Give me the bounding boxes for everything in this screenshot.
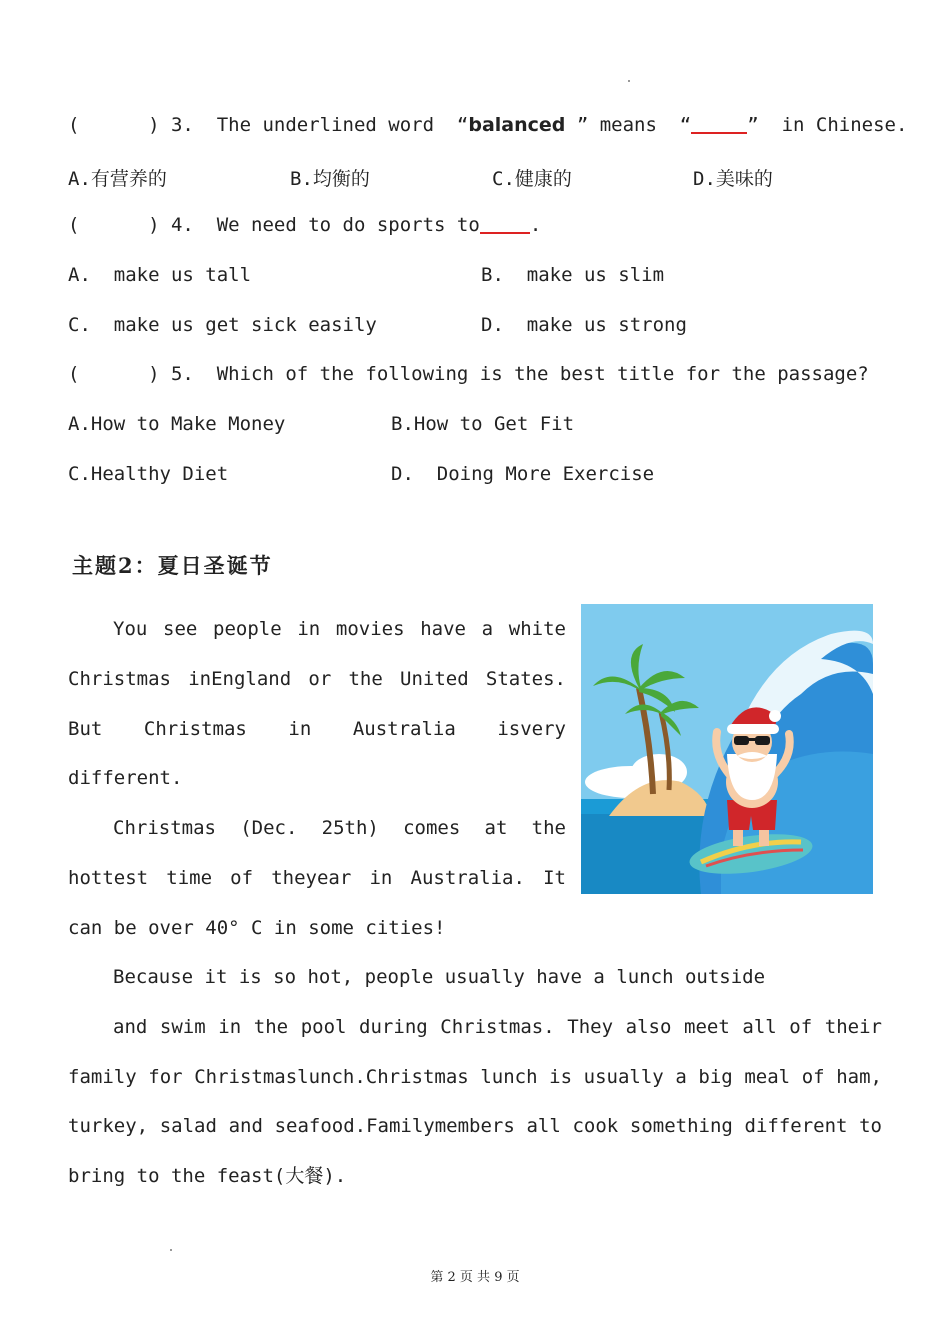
section-heading: 主题2：夏日圣诞节 bbox=[72, 553, 273, 578]
question-4 bbox=[68, 214, 541, 236]
option-4b: B. make us slim bbox=[481, 264, 665, 286]
text-line: Because it is so hot, people usually have a lunch outside bbox=[113, 966, 766, 988]
question-5: ( ) 5. Which of the following is the best title for the passage? bbox=[68, 363, 869, 385]
santa-hat-brim bbox=[727, 724, 779, 734]
scan-dot bbox=[170, 1249, 172, 1251]
text-line: family for Christmaslunch.Christmas lunch is usually a big meal of ham, bbox=[68, 1065, 882, 1088]
answer-blank[interactable] bbox=[691, 114, 747, 134]
text-line: hottest time of theyear in Australia. It bbox=[68, 866, 566, 889]
scan-dot bbox=[628, 80, 630, 82]
sunglasses bbox=[755, 736, 770, 745]
text-line: can be over 40° C in some cities! bbox=[68, 916, 446, 939]
option-5a: A.How to Make Money bbox=[68, 413, 286, 435]
question-4-prefix: ( ) 4. We need to do sports to bbox=[68, 214, 480, 236]
text-line: Christmas (Dec. 25th) comes at the bbox=[113, 817, 566, 839]
question-3-mid: ” means “ bbox=[565, 114, 692, 136]
page-footer: 第 2 页 共 9 页 bbox=[430, 1270, 520, 1285]
text-line: bring to the feast(大餐). bbox=[68, 1165, 347, 1188]
paragraph-3 bbox=[68, 953, 882, 1202]
santa-hat-pompom bbox=[769, 710, 781, 722]
option-3d: D.美味的 bbox=[693, 168, 773, 190]
text-line: Christmas inEngland or the United States. bbox=[68, 667, 566, 690]
answer-blank[interactable] bbox=[480, 214, 530, 234]
text-line: turkey, salad and seafood.Familymembers all cook something different to bbox=[68, 1115, 882, 1138]
option-4c: C. make us get sick easily bbox=[68, 314, 377, 336]
text-line: But Christmas in Australia isvery bbox=[68, 717, 566, 740]
option-5b: B.How to Get Fit bbox=[391, 413, 575, 435]
question-3 bbox=[68, 114, 907, 136]
paragraph-1 bbox=[68, 605, 566, 804]
option-3b: B.均衡的 bbox=[290, 168, 370, 190]
question-3-prefix: ( ) 3. The underlined word “ bbox=[68, 114, 469, 136]
option-5c: C.Healthy Diet bbox=[68, 463, 229, 485]
option-3c: C.健康的 bbox=[492, 168, 572, 190]
question-4-suffix: . bbox=[529, 214, 542, 236]
option-5d: D. Doing More Exercise bbox=[391, 463, 655, 485]
paragraph-2 bbox=[68, 804, 566, 953]
option-4d: D. make us strong bbox=[481, 314, 687, 336]
text-line: different. bbox=[68, 767, 183, 790]
sunglasses bbox=[734, 736, 749, 745]
text-line: You see people in movies have a white bbox=[113, 618, 566, 640]
option-3a: A.有营养的 bbox=[68, 168, 167, 190]
underlined-word: balanced bbox=[468, 114, 566, 136]
option-4a: A. make us tall bbox=[68, 264, 252, 286]
text-line: and swim in the pool during Christmas. They also meet all of their bbox=[113, 1015, 882, 1038]
question-3-suffix: ” in Chinese. bbox=[747, 114, 908, 136]
surfing-santa-illustration bbox=[581, 604, 873, 894]
sunglasses-bridge bbox=[748, 738, 756, 741]
